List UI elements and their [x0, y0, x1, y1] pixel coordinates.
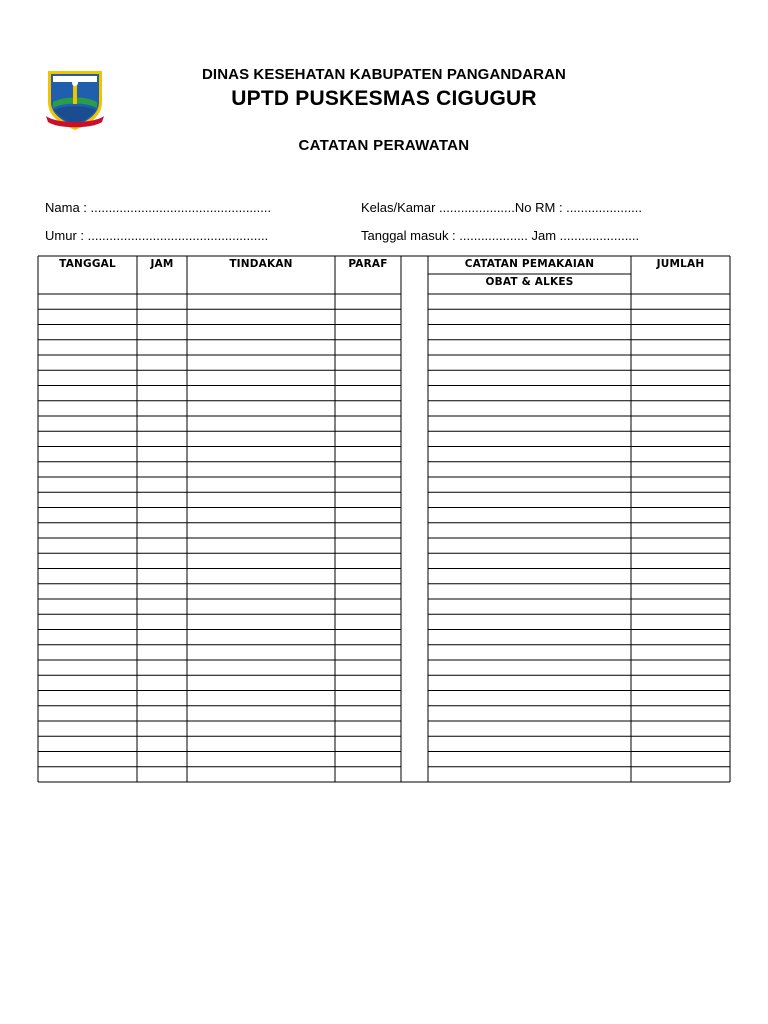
header-jumlah: JUMLAH	[656, 258, 705, 270]
tanggal-masuk-field: Tanggal masuk : ................... Jam ......................	[361, 228, 640, 243]
header-tanggal: TANGGAL	[59, 258, 116, 270]
header-jam: JAM	[150, 258, 174, 270]
unit-name: UPTD PUSKESMAS CIGUGUR	[231, 87, 537, 110]
umur-field: Umur : ..................................................	[45, 228, 269, 243]
header-obat-alkes: OBAT & ALKES	[485, 276, 574, 288]
header-paraf: PARAF	[348, 258, 388, 270]
header-tindakan: TINDAKAN	[229, 258, 293, 270]
document-title: CATATAN PERAWATAN	[298, 137, 470, 154]
header-catatan-pemakaian: CATATAN PEMAKAIAN	[464, 258, 595, 270]
nama-field: Nama : ..................................................	[45, 200, 272, 215]
kelas-norm-field: Kelas/Kamar .....................No RM : .....................	[361, 200, 643, 215]
agency-name: DINAS KESEHATAN KABUPATEN PANGANDARAN	[202, 66, 566, 83]
